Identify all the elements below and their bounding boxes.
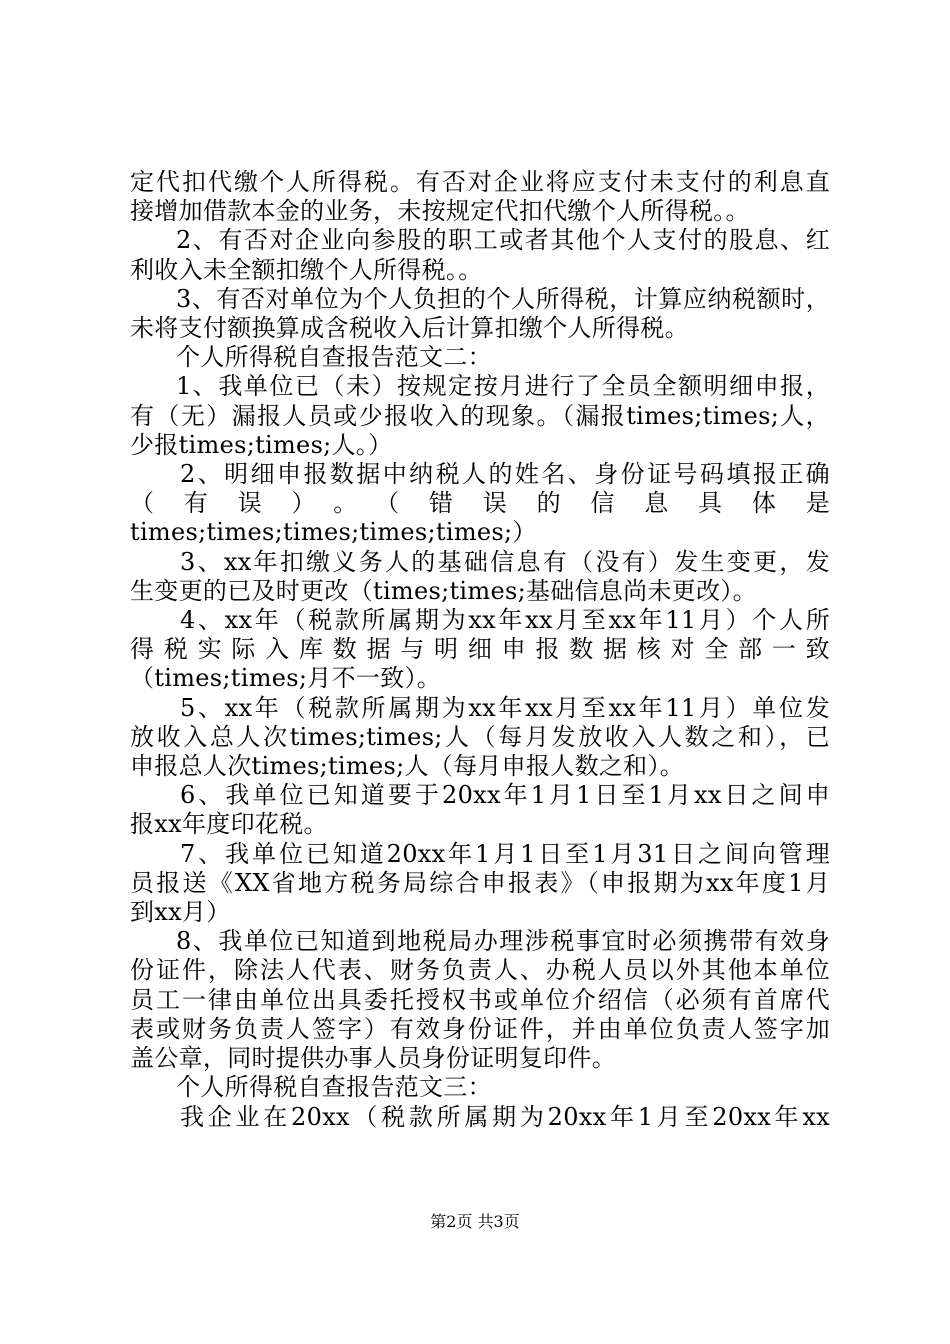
paragraph-line: 份证件，除法人代表、财务负责人、办税人员以外其他本单位: [130, 956, 830, 985]
paragraph-line: 放收入总人次times;times;人（每月发放收入人数之和），已: [130, 722, 830, 751]
paragraph-line: 3、有否对单位为个人负担的个人所得税，计算应纳税额时，: [176, 284, 830, 313]
paragraph-line: 5、xx年（税款所属期为xx年xx月至xx年11月）单位发: [180, 693, 830, 722]
paragraph-line: 得税实际入库数据与明细申报数据核对全部一致: [130, 635, 830, 664]
section-heading: 个人所得税自查报告范文二：: [176, 343, 492, 372]
paragraph-line: 定代扣代缴个人所得税。有否对企业将应支付未支付的利息直: [130, 168, 830, 196]
document-body: [130, 168, 830, 1132]
paragraph-line: （times;times;月不一致）。: [130, 664, 442, 693]
paragraph-line: 员报送《XX省地方税务局综合申报表》（申报期为xx年度1月: [130, 868, 830, 897]
page-footer: 第2页 共3页: [430, 1212, 520, 1231]
paragraph-line: （有误）。（错误的信息具体是: [130, 489, 830, 518]
paragraph-line: 盖公章，同时提供办事人员身份证明复印件。: [130, 1044, 616, 1073]
paragraph-line: 我企业在20xx（税款所属期为20xx年1月至20xx年xx: [180, 1102, 830, 1131]
paragraph-line: 8、我单位已知道到地税局办理涉税事宜时必须携带有效身: [176, 927, 830, 956]
paragraph-line: 2、明细申报数据中纳税人的姓名、身份证号码填报正确: [180, 460, 830, 489]
paragraph-line: 6、我单位已知道要于20xx年1月1日至1月xx日之间申: [180, 781, 830, 810]
paragraph-line: 有（无）漏报人员或少报收入的现象。（漏报times;times;人，: [130, 401, 830, 430]
section-heading: 个人所得税自查报告范文三：: [176, 1073, 492, 1102]
paragraph-line: 表或财务负责人签字）有效身份证件，并由单位负责人签字加: [130, 1014, 830, 1043]
paragraph-line: 报xx年度印花税。: [130, 810, 328, 839]
paragraph-line: 员工一律由单位出具委托授权书或单位介绍信（必须有首席代: [130, 985, 830, 1014]
paragraph-line: 接增加借款本金的业务，未按规定代扣代缴个人所得税。。: [130, 197, 750, 226]
paragraph-line: 4、xx年（税款所属期为xx年xx月至xx年11月）个人所: [180, 606, 830, 635]
paragraph-line: 少报times;times;人。）: [130, 430, 393, 459]
paragraph-line: 3、xx年扣缴义务人的基础信息有（没有）发生变更，发: [180, 547, 830, 576]
paragraph-line: times;times;times;times;times;）: [130, 518, 537, 547]
paragraph-line: 未将支付额换算成含税收入后计算扣缴个人所得税。: [130, 314, 689, 343]
paragraph-line: 生变更的已及时更改（times;times;基础信息尚未更改）。: [130, 576, 757, 605]
paragraph-line: 2、有否对企业向参股的职工或者其他个人支付的股息、红: [176, 226, 830, 255]
paragraph-line: 申报总人次times;times;人（每月申报人数之和）。: [130, 752, 685, 781]
paragraph-line: 利收入未全额扣缴个人所得税。。: [130, 255, 483, 284]
paragraph-line: 1、我单位已（未）按规定按月进行了全员全额明细申报，: [176, 372, 830, 401]
paragraph-line: 到xx月）: [130, 898, 231, 927]
paragraph-line: 7、我单位已知道20xx年1月1日至1月31日之间向管理: [180, 839, 830, 868]
